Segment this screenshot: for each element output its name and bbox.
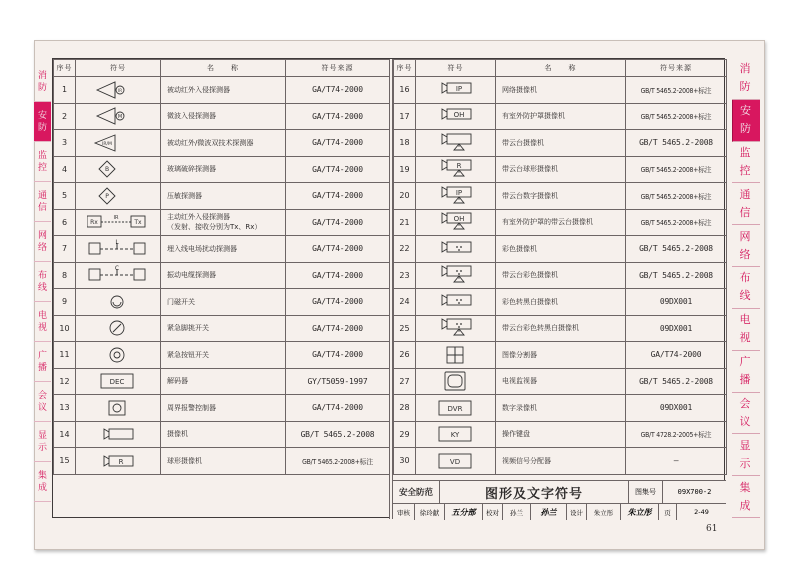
row-number: 21: [394, 209, 416, 236]
left-tab-8[interactable]: 会 议: [34, 382, 51, 422]
table-row: [394, 395, 727, 422]
page-code: 2-49: [694, 508, 709, 516]
symbol-name: 主动红外入侵探测器 （发射、接收分别为Tx、Rx）: [161, 209, 286, 236]
review-label: 审核: [393, 504, 415, 520]
symbol-table-right: [393, 59, 727, 475]
symbol-source: GA/T74-2000: [286, 289, 390, 316]
drawing-frame: [52, 58, 725, 518]
symbol-name: 带云台彩色摄像机: [496, 262, 626, 289]
page-number: 61: [706, 524, 718, 534]
table-row: [394, 421, 727, 448]
symbol-name: 微波入侵探测器: [161, 103, 286, 130]
svg-text:M: M: [117, 114, 123, 121]
table-row: [394, 342, 727, 369]
row-number: 15: [54, 448, 76, 475]
symbol-mw-icon: [76, 103, 161, 130]
page-label: 页: [659, 504, 677, 520]
table-row: [54, 183, 390, 210]
symbol-color-icon: [416, 236, 496, 263]
row-number: 4: [54, 156, 76, 183]
svg-text:R: R: [118, 457, 124, 466]
symbol-name: 图像分割器: [496, 342, 626, 369]
row-number: 1: [54, 77, 76, 104]
side-tab-10[interactable]: 集 成: [732, 476, 760, 518]
symbol-name: 周界报警控制器: [161, 395, 286, 422]
row-number: 28: [394, 395, 416, 422]
symbol-name: 视频信号分配器: [496, 448, 626, 475]
symbol-name: 玻璃破碎探测器: [161, 156, 286, 183]
side-tab-2[interactable]: 监 控: [732, 142, 760, 184]
left-edge-tabs: [34, 62, 50, 502]
symbol-name: 操作键盘: [496, 421, 626, 448]
symbol-box-icon: [416, 395, 496, 422]
symbol-name: 门磁开关: [161, 289, 286, 316]
table-row: [54, 156, 390, 183]
symbol-source: GA/T74-2000: [286, 156, 390, 183]
svg-text:IP: IP: [455, 84, 462, 93]
symbol-box-icon: [76, 368, 161, 395]
symbol-foot-icon: [76, 315, 161, 342]
category-label: 安全防范: [393, 481, 440, 504]
svg-text:OH: OH: [453, 111, 464, 120]
svg-text:IR: IR: [113, 215, 119, 222]
symbol-name: 有室外防护罩的带云台摄像机: [496, 209, 626, 236]
table-row: [54, 209, 390, 236]
svg-text:IP: IP: [455, 188, 462, 197]
reviewer-signature: 五分部: [445, 504, 483, 520]
side-category-tabs: [732, 58, 760, 518]
symbol-source: GB/T 4728.2-2005+标注: [626, 421, 727, 448]
table-row: [394, 209, 727, 236]
svg-text:OH: OH: [453, 215, 464, 224]
svg-text:DEC: DEC: [109, 378, 125, 387]
row-number: 25: [394, 315, 416, 342]
left-tab-10[interactable]: 集 成: [34, 462, 51, 502]
left-tab-2[interactable]: 监 控: [34, 142, 51, 182]
symbol-name: 有室外防护罩摄像机: [496, 103, 626, 130]
table-row: [54, 315, 390, 342]
symbol-name: 紧急脚挑开关: [161, 315, 286, 342]
table-row: [394, 448, 727, 475]
symbol-source: GB/T 5465.2-2008: [286, 421, 390, 448]
symbol-name: 带云台彩色转黑白摄像机: [496, 315, 626, 342]
table-row: [394, 315, 727, 342]
symbol-name: 振动电缆探测器: [161, 262, 286, 289]
symbol-camtag-icon: [416, 77, 496, 104]
side-tab-3[interactable]: 通 信: [732, 183, 760, 225]
symbol-camr-icon: [76, 448, 161, 475]
table-row: [54, 236, 390, 263]
left-tab-6[interactable]: 电 视: [34, 302, 51, 342]
symbol-source: 09DX001: [626, 395, 727, 422]
row-number: 13: [54, 395, 76, 422]
row-number: 16: [394, 77, 416, 104]
atlas-number: 09X700-2: [663, 481, 726, 504]
symbol-pir-icon: [76, 77, 161, 104]
symbol-name: 带云台数字摄像机: [496, 183, 626, 210]
symbol-source: GA/T74-2000: [626, 342, 727, 369]
symbol-source: GB/T 5465.2-2008+标注: [626, 209, 727, 236]
symbol-colorpan-icon: [416, 262, 496, 289]
checker-name: 孙兰: [503, 504, 531, 520]
symbol-source: GA/T74-2000: [286, 342, 390, 369]
symbol-irmw-icon: [76, 130, 161, 157]
row-number: 12: [54, 368, 76, 395]
symbol-source: 09DX001: [626, 315, 727, 342]
table-row: [54, 448, 390, 475]
row-number: 7: [54, 236, 76, 263]
row-number: 24: [394, 289, 416, 316]
side-tab-4[interactable]: 网 络: [732, 225, 760, 267]
row-number: 17: [394, 103, 416, 130]
symbol-source: GA/T74-2000: [286, 209, 390, 236]
symbol-source: GB/T 5465.2-2008+标注: [626, 156, 727, 183]
table-row: [54, 368, 390, 395]
header-symbol: 符号: [76, 60, 161, 77]
side-tab-0[interactable]: 消 防: [732, 58, 760, 100]
table-row: [394, 183, 727, 210]
symbol-name: 带云台摄像机: [496, 130, 626, 157]
symbol-source: GB/T 5465.2-2008: [626, 130, 727, 157]
symbol-pantag-icon: [416, 209, 496, 236]
svg-text:IR/M: IR/M: [102, 141, 112, 147]
title-block: [393, 480, 726, 519]
table-row: [394, 368, 727, 395]
header-source: 符号来源: [626, 60, 727, 77]
table-row: [54, 421, 390, 448]
row-number: 20: [394, 183, 416, 210]
table-row: [394, 289, 727, 316]
symbol-source: GA/T74-2000: [286, 103, 390, 130]
symbol-pantag-icon: [416, 156, 496, 183]
symbol-rxtx-icon: [76, 209, 161, 236]
symbol-name: 彩色转黑白摄像机: [496, 289, 626, 316]
symbol-source: GA/T74-2000: [286, 315, 390, 342]
symbol-btn-icon: [76, 342, 161, 369]
row-number: 27: [394, 368, 416, 395]
left-tab-1[interactable]: 安 防: [34, 102, 51, 142]
table-row: [54, 289, 390, 316]
symbol-name: 网络摄像机: [496, 77, 626, 104]
header-no: 序号: [54, 60, 76, 77]
symbol-camtag-icon: [416, 103, 496, 130]
symbol-glass-icon: [76, 156, 161, 183]
left-tab-7[interactable]: 广 播: [34, 342, 51, 382]
symbol-source: GB/T 5465.2-2008+标注: [626, 77, 727, 104]
symbol-color-icon: [416, 289, 496, 316]
symbol-name: 带云台球形摄像机: [496, 156, 626, 183]
side-tab-6[interactable]: 电 视: [732, 309, 760, 351]
symbol-pan-icon: [416, 130, 496, 157]
symbol-source: GB/T 5465.2-2008: [626, 368, 727, 395]
symbol-source: GB/T 5465.2-2008+标注: [626, 183, 727, 210]
symbol-source: GY/T5059-1997: [286, 368, 390, 395]
atlas-label: 图集号: [629, 481, 663, 504]
row-number: 9: [54, 289, 76, 316]
symbol-name: 紧急按钮开关: [161, 342, 286, 369]
table-row: [394, 103, 727, 130]
symbol-name: 埋入线电场扰动探测器: [161, 236, 286, 263]
svg-text:KY: KY: [450, 431, 459, 440]
symbol-source: 09DX001: [626, 289, 727, 316]
symbol-source: GB/T 5465.2-2008+标注: [286, 448, 390, 475]
designer-signature: 朱立彤: [621, 504, 659, 520]
side-tab-8[interactable]: 会 议: [732, 393, 760, 435]
table-row: [54, 103, 390, 130]
row-number: 10: [54, 315, 76, 342]
reviewer-name: 徐玲献: [415, 504, 445, 520]
row-number: 22: [394, 236, 416, 263]
svg-text:B: B: [104, 166, 110, 174]
row-number: 6: [54, 209, 76, 236]
table-row: [394, 130, 727, 157]
symbol-name: 数字录像机: [496, 395, 626, 422]
symbol-source: GB/T 5465.2-2008: [626, 236, 727, 263]
table-row: [54, 262, 390, 289]
symbol-monitor-icon: [416, 368, 496, 395]
svg-text:Rx: Rx: [90, 219, 98, 227]
symbol-source: GA/T74-2000: [286, 262, 390, 289]
table-row: [54, 130, 390, 157]
drawing-title: 图形及文字符号: [440, 481, 629, 504]
svg-text:C: C: [114, 265, 120, 273]
row-number: 14: [54, 421, 76, 448]
left-tab-9[interactable]: 显 示: [34, 422, 51, 462]
symbol-cam-icon: [76, 421, 161, 448]
table-row: [54, 77, 390, 104]
table-row: [394, 262, 727, 289]
side-tab-9[interactable]: 显 示: [732, 434, 760, 476]
row-number: 18: [394, 130, 416, 157]
svg-text:P: P: [105, 192, 109, 200]
symbol-table-left: [53, 59, 390, 475]
row-number: 30: [394, 448, 416, 475]
svg-text:VD: VD: [449, 457, 460, 466]
svg-text:IR: IR: [118, 87, 122, 93]
header-symbol: 符号: [416, 60, 496, 77]
designer-name: 朱立彤: [587, 504, 621, 520]
symbol-source: —: [626, 448, 727, 475]
row-number: 26: [394, 342, 416, 369]
row-number: 29: [394, 421, 416, 448]
symbol-lead-icon: [76, 262, 161, 289]
header-name: 名 称: [496, 60, 626, 77]
symbol-press-icon: [76, 183, 161, 210]
side-tab-5[interactable]: 布 线: [732, 267, 760, 309]
svg-text:DVR: DVR: [447, 404, 462, 413]
svg-text:Tx: Tx: [134, 219, 142, 227]
table-row: [54, 342, 390, 369]
left-tab-3[interactable]: 通 信: [34, 182, 51, 222]
row-number: 5: [54, 183, 76, 210]
symbol-source: GA/T74-2000: [286, 183, 390, 210]
symbol-name: 摄像机: [161, 421, 286, 448]
symbol-colorpan-icon: [416, 315, 496, 342]
symbol-source: GA/T74-2000: [286, 77, 390, 104]
table-row: [394, 236, 727, 263]
symbol-name: 电视监视器: [496, 368, 626, 395]
svg-text:L: L: [115, 238, 119, 246]
left-tab-0[interactable]: 消 防: [34, 62, 51, 102]
symbol-name: 压敏探测器: [161, 183, 286, 210]
row-number: 23: [394, 262, 416, 289]
row-number: 8: [54, 262, 76, 289]
symbol-name: 被动红外/微波双技术探测器: [161, 130, 286, 157]
symbol-name: 彩色摄像机: [496, 236, 626, 263]
table-row: [394, 77, 727, 104]
left-tab-5[interactable]: 布 线: [34, 262, 51, 302]
symbol-split-icon: [416, 342, 496, 369]
symbol-name: 被动红外入侵探测器: [161, 77, 286, 104]
symbol-pantag-icon: [416, 183, 496, 210]
symbol-source: GB/T 5465.2-2008: [626, 262, 727, 289]
symbol-ctrl-icon: [76, 395, 161, 422]
symbol-box-icon: [416, 421, 496, 448]
signature-row: [393, 504, 726, 520]
row-number: 2: [54, 103, 76, 130]
symbol-source: GA/T74-2000: [286, 130, 390, 157]
symbol-name: 解码器: [161, 368, 286, 395]
svg-text:R: R: [456, 162, 461, 171]
symbol-box-icon: [416, 448, 496, 475]
table-row: [394, 156, 727, 183]
symbol-name: 球形摄像机: [161, 448, 286, 475]
symbol-door-icon: [76, 289, 161, 316]
symbol-source: GB/T 5465.2-2008+标注: [626, 103, 727, 130]
check-label: 校对: [483, 504, 503, 520]
side-tab-1[interactable]: 安 防: [732, 100, 760, 142]
header-no: 序号: [394, 60, 416, 77]
symbol-source: GA/T74-2000: [286, 236, 390, 263]
table-row: [54, 395, 390, 422]
checker-signature: 孙兰: [531, 504, 567, 520]
left-tab-4[interactable]: 网 络: [34, 222, 51, 262]
row-number: 11: [54, 342, 76, 369]
symbol-source: GA/T74-2000: [286, 395, 390, 422]
design-label: 设计: [567, 504, 587, 520]
header-source: 符号来源: [286, 60, 390, 77]
side-tab-7[interactable]: 广 播: [732, 351, 760, 393]
symbol-lead-icon: [76, 236, 161, 263]
row-number: 3: [54, 130, 76, 157]
row-number: 19: [394, 156, 416, 183]
header-name: 名 称: [161, 60, 286, 77]
